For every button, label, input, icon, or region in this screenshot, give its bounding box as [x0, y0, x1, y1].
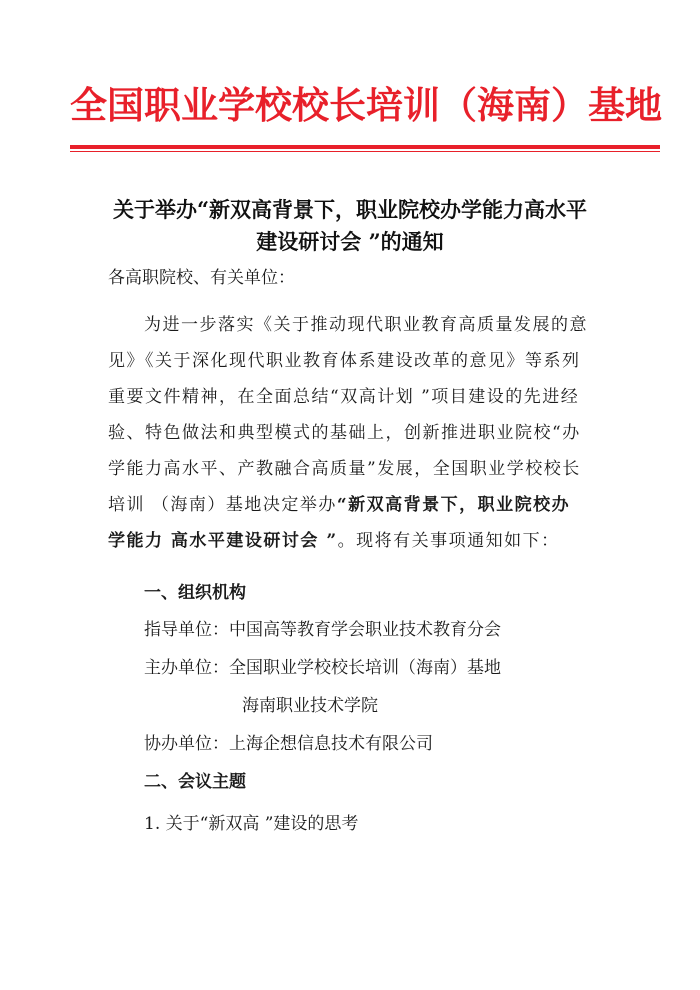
intro-line-7-plain: 。现将有关事项通知如下： [337, 531, 560, 551]
co-host-unit: 协办单位：上海企想信息技术有限公司 [144, 734, 433, 754]
letterhead-rule-thick [70, 145, 660, 149]
intro-line-4: 验、特色做法和典型模式的基础上，创新推进职业院校“办 [108, 423, 581, 443]
intro-line-7 [108, 523, 598, 559]
theme-item-1: 1. 关于“新双高 ”建设的思考 [144, 814, 359, 834]
section-2-heading: 二、会议主题 [144, 772, 246, 792]
intro-line-7-bold: 学能力 高水平建设研讨会 ” [108, 531, 338, 551]
title-line-2: 建设研讨会 ”的通知 [256, 229, 444, 254]
intro-line-5: 学能力高水平、产教融合高质量”发展，全国职业学校校长 [108, 459, 581, 479]
intro-line-6-bold: “新双高背景下，职业院校办 [336, 495, 571, 515]
addressee: 各高职院校、有关单位： [108, 268, 295, 288]
guide-unit: 指导单位：中国高等教育学会职业技术教育分会 [144, 620, 501, 640]
intro-line-1: 为进一步落实《关于推动现代职业教育高质量发展的意 [144, 315, 588, 335]
intro-line-3: 重要文件精神，在全面总结“双高计划 ”项目建设的先进经 [108, 387, 580, 407]
intro-line-2: 见》《关于深化现代职业教育体系建设改革的意见》等系列 [108, 351, 581, 371]
host-unit: 主办单位：全国职业学校校长培训（海南）基地 [144, 658, 501, 678]
intro-paragraph [108, 307, 598, 559]
intro-line-6 [108, 487, 598, 523]
intro-line-6-plain: 培训 （海南）基地决定举办 [108, 495, 337, 515]
host-unit-2: 海南职业技术学院 [242, 696, 378, 716]
document-title [80, 194, 620, 258]
title-line-1: 关于举办“新双高背景下，职业院校办学能力高水平 [112, 197, 588, 222]
section-1-heading: 一、组织机构 [144, 583, 246, 603]
letterhead-rule-thin [70, 151, 660, 152]
letterhead [0, 0, 700, 160]
letterhead-org-name: 全国职业学校校长培训（海南）基地 [70, 84, 662, 127]
